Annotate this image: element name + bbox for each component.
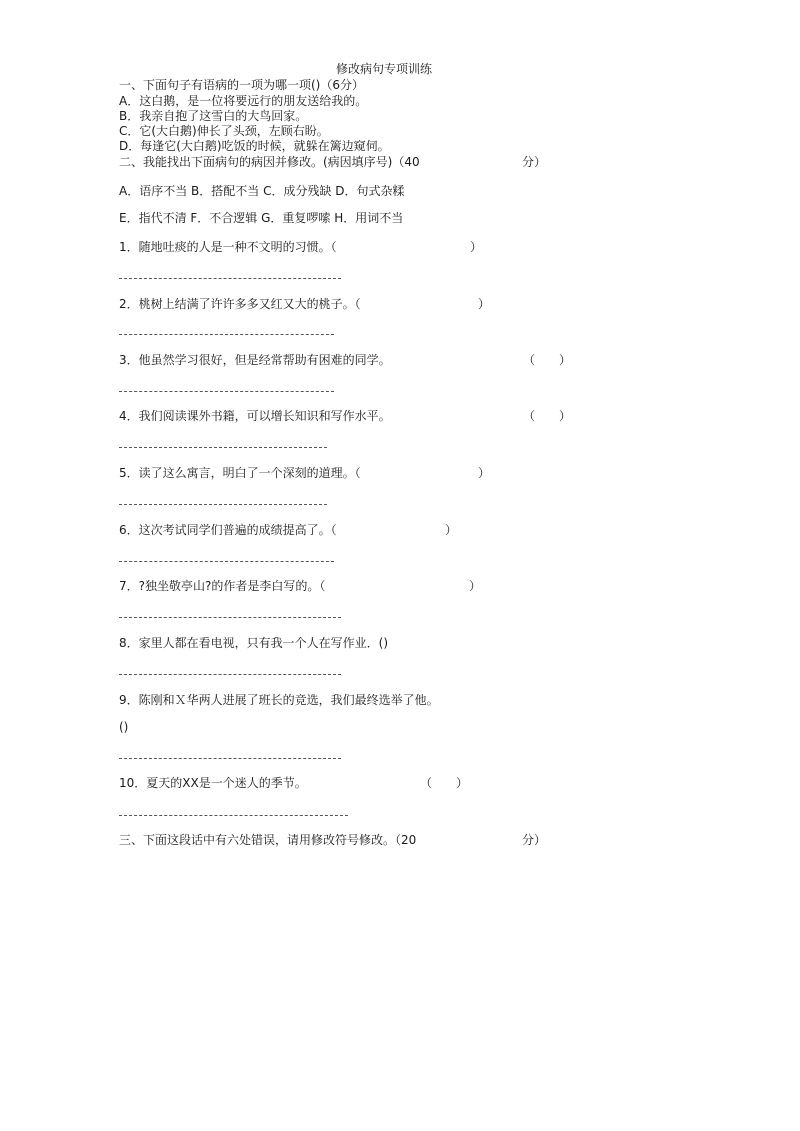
- answer-line-4[interactable]: [119, 447, 327, 448]
- section2-heading: 二、我能找出下面病句的病因并修改。(病因填序号)（40: [119, 155, 420, 169]
- question-10-paren: （ ）: [420, 776, 469, 790]
- question-4-paren: （ ）: [523, 409, 572, 423]
- question-4: 4．我们阅读课外书籍，可以增长知识和写作水平。: [119, 409, 391, 423]
- answer-line-10[interactable]: [119, 815, 348, 816]
- answer-line-2[interactable]: [119, 334, 334, 335]
- question-3-paren: （ ）: [523, 353, 572, 367]
- section2-heading-tail: 分）: [522, 155, 547, 169]
- section1-option-c: C．它(大白鹅)伸长了头颈，左顾右盼。: [119, 124, 329, 138]
- page-title: 修改病句专项训练: [336, 62, 433, 76]
- question-5: 5．读了这么寓言，明白了一个深刻的道理。（: [119, 466, 361, 480]
- question-1-paren: ）: [470, 240, 483, 254]
- question-9-paren: (): [119, 720, 129, 734]
- causes-line-1: A．语序不当 B．搭配不当 C．成分残缺 D．句式杂糅: [119, 184, 405, 198]
- section1-option-d: D．每逢它(大白鹅)吃饭的时候，就躲在篱边窥伺。: [119, 139, 390, 153]
- question-2-paren: ）: [478, 297, 491, 311]
- answer-line-9[interactable]: [119, 758, 341, 759]
- answer-line-7[interactable]: [119, 617, 341, 618]
- answer-line-6[interactable]: [119, 561, 334, 562]
- question-1: 1．随地吐痰的人是一种不文明的习惯。（: [119, 240, 337, 254]
- section1-heading: 一、下面句子有语病的一项为哪一项()（6分）: [119, 78, 364, 92]
- answer-line-8[interactable]: [119, 674, 341, 675]
- question-3: 3．他虽然学习很好，但是经常帮助有困难的同学。: [119, 353, 391, 367]
- answer-line-3[interactable]: [119, 391, 334, 392]
- section1-option-a: A．这白鹅，是一位将要远行的朋友送给我的。: [119, 94, 368, 108]
- section3-heading-tail: 分）: [522, 833, 547, 847]
- question-6-paren: ）: [445, 523, 458, 537]
- question-7-paren: ）: [469, 579, 482, 593]
- section3-heading: 三、下面这段话中有六处错误，请用修改符号修改。（20: [119, 833, 417, 847]
- question-10: 10．夏天的XX是一个迷人的季节。: [119, 776, 307, 790]
- question-6: 6．这次考试同学们普遍的成绩提高了。（: [119, 523, 337, 537]
- answer-line-1[interactable]: [119, 278, 341, 279]
- answer-line-5[interactable]: [119, 504, 327, 505]
- section1-option-b: B．我亲自抱了这雪白的大鸟回家。: [119, 109, 308, 123]
- question-2: 2．桃树上结满了许许多多又红又大的桃子。（: [119, 297, 361, 311]
- question-8: 8．家里人都在看电视，只有我一个人在写作业．(): [119, 636, 388, 650]
- question-5-paren: ）: [478, 466, 491, 480]
- question-7: 7．?独坐敬亭山?的作者是李白写的。（: [119, 579, 326, 593]
- question-9: 9．陈刚和Ｘ华两人进展了班长的竞选，我们最终选举了他。: [119, 693, 439, 707]
- causes-line-2: E．指代不清 F．不合逻辑 G．重复啰嗦 H．用词不当: [119, 211, 404, 225]
